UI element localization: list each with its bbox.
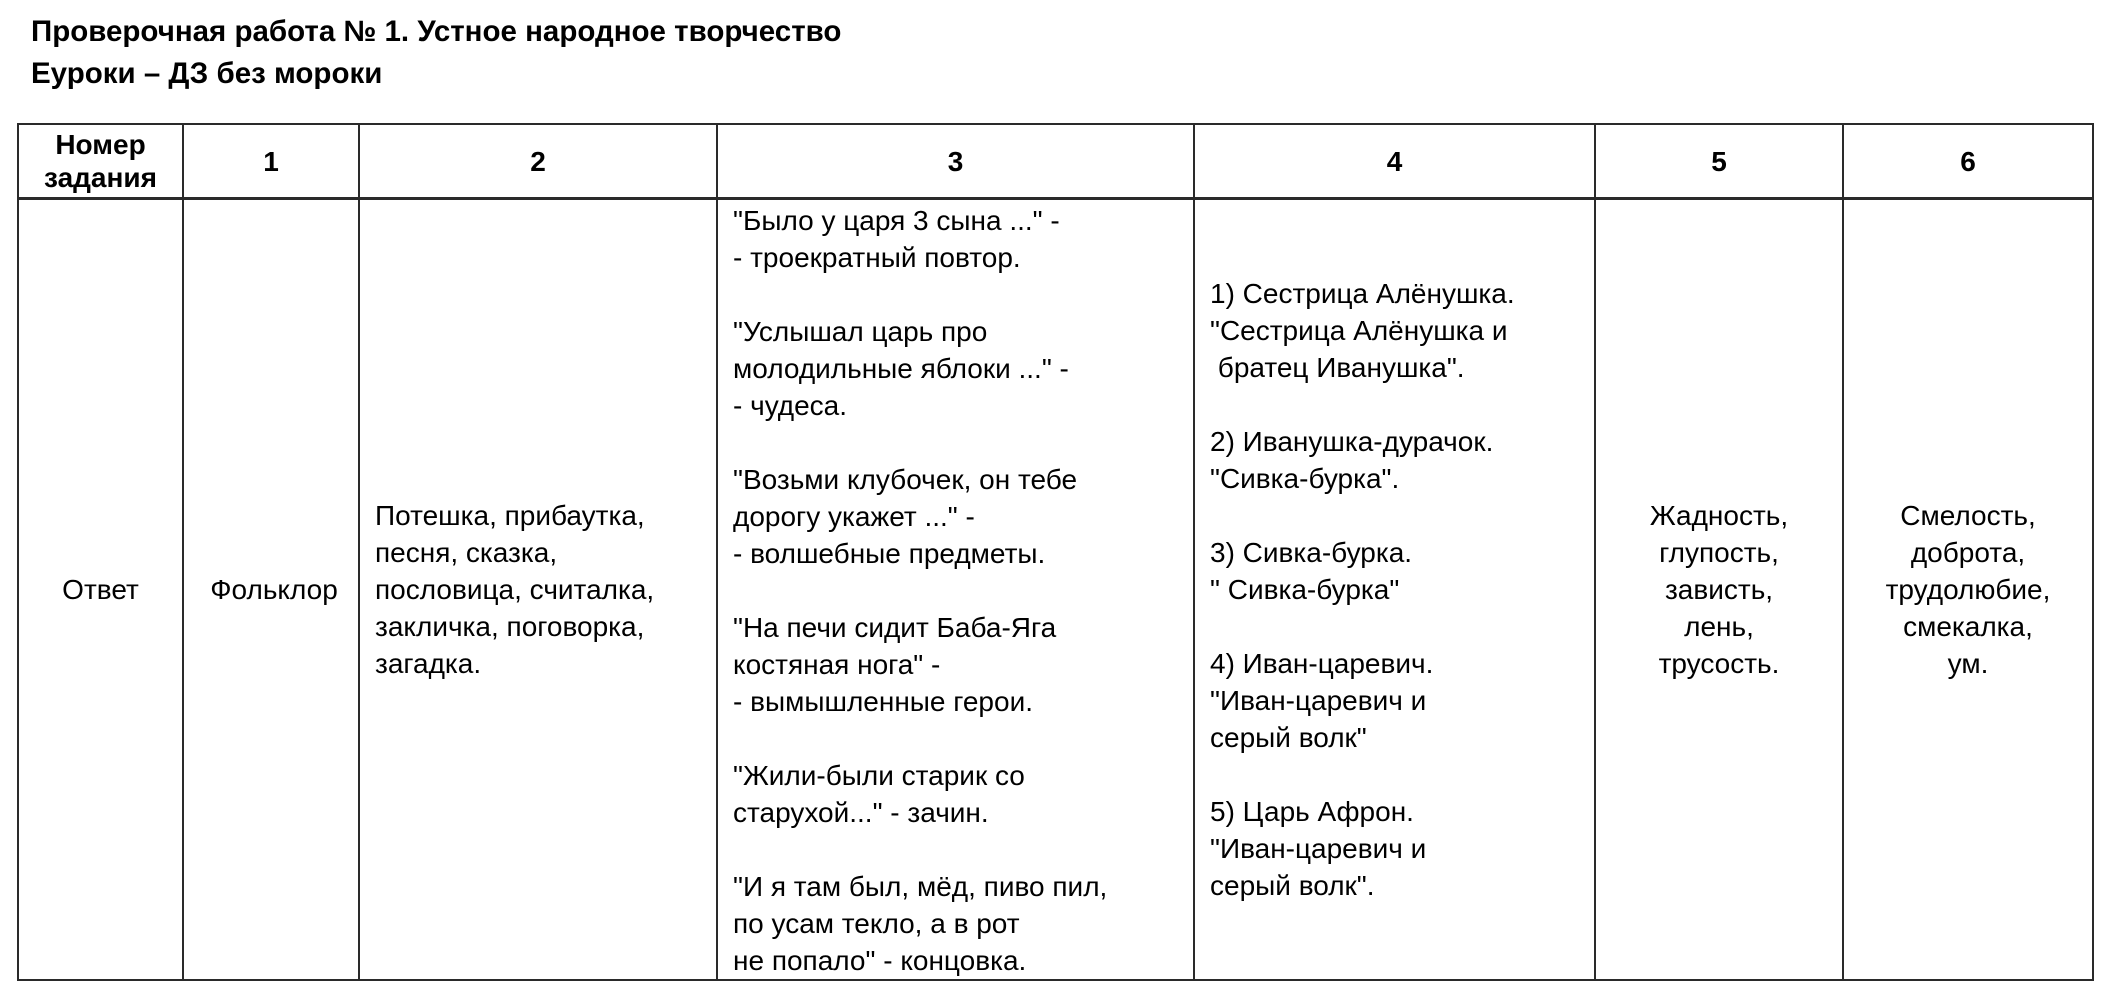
header-task-number-label: [18, 124, 183, 199]
text-line: костяная нога" -: [733, 649, 941, 680]
text-line: трудолюбие,: [1885, 574, 2051, 605]
answer-cell-6: [1843, 199, 2093, 981]
answer-1-text: Фольклор: [210, 574, 338, 605]
text-line: "Возьми клубочек, он тебе: [733, 464, 1078, 495]
text-line: Жадность,: [1649, 500, 1789, 531]
text-line: загадка.: [375, 648, 482, 679]
text-line: не попало" - концовка.: [733, 945, 1027, 976]
text-line: "И я там был, мёд, пиво пил,: [733, 871, 1108, 902]
text-line: - вымышленные герои.: [733, 686, 1033, 717]
answer-paragraph: [733, 868, 1187, 979]
document-subtitle: Еуроки – ДЗ без мороки: [31, 57, 383, 90]
text-line: 2) Иванушка-дурачок.: [1210, 426, 1494, 457]
header-label-line: Номер: [55, 129, 146, 160]
text-line: "Сестрица Алёнушка и: [1210, 315, 1508, 346]
text-line: Потешка, прибаутка,: [375, 500, 645, 531]
header-label-line: задания: [44, 162, 157, 193]
text-line: "Было у царя 3 сына ..." -: [733, 205, 1060, 236]
text-line: закличка, поговорка,: [375, 611, 645, 642]
text-line: пословица, считалка,: [375, 574, 655, 605]
text-line: дорогу укажет ..." -: [733, 501, 975, 532]
text-line: доброта,: [1910, 537, 2026, 568]
text-line: серый волк": [1210, 722, 1367, 753]
text-line: ум.: [1947, 648, 1989, 679]
answer-cell-2: [359, 199, 717, 981]
text-line: серый волк".: [1210, 870, 1375, 901]
text-line: Смелость,: [1900, 500, 2036, 531]
text-line: 1) Сестрица Алёнушка.: [1210, 278, 1515, 309]
text-line: песня, сказка,: [375, 537, 558, 568]
text-line: - волшебные предметы.: [733, 538, 1046, 569]
answer-4-text: [1210, 275, 1588, 904]
answer-paragraph: [733, 313, 1187, 424]
text-line: трусость.: [1658, 648, 1780, 679]
answer-paragraph: [733, 202, 1187, 276]
answer-5-text: [1596, 497, 1842, 682]
text-line: - чудеса.: [733, 390, 848, 421]
header-column-2: 2: [359, 124, 717, 199]
header-column-6: 6: [1843, 124, 2093, 199]
text-line: "Сивка-бурка".: [1210, 463, 1400, 494]
answer-label-text: Ответ: [62, 574, 139, 605]
header-column-5: 5: [1595, 124, 1843, 199]
text-line: "Жили-были старик со: [733, 760, 1025, 791]
text-line: зависть,: [1664, 574, 1774, 605]
header-column-3: 3: [717, 124, 1194, 199]
text-line: смекалка,: [1903, 611, 2033, 642]
answer-paragraph: [733, 461, 1187, 572]
answer-6-text: [1844, 497, 2092, 682]
answer-paragraph: [1210, 645, 1588, 756]
text-line: по усам текло, а в рот: [733, 908, 1020, 939]
text-line: "Иван-царевич и: [1210, 685, 1427, 716]
header-column-4: 4: [1194, 124, 1595, 199]
answer-3-text: [733, 202, 1187, 979]
answer-paragraph: [733, 609, 1187, 720]
document-title: Проверочная работа № 1. Устное народное творчество: [31, 15, 842, 48]
answer-cell-5: [1595, 199, 1843, 981]
text-line: лень,: [1684, 611, 1754, 642]
answer-cell-4: [1194, 199, 1595, 981]
text-line: 3) Сивка-бурка.: [1210, 537, 1413, 568]
table-header-row: [18, 124, 2093, 199]
text-line: "На печи сидит Баба-Яга: [733, 612, 1057, 643]
answer-paragraph: [1210, 275, 1588, 386]
answer-row: [18, 199, 2093, 981]
answer-cell-3: [717, 199, 1194, 981]
text-line: "Иван-царевич и: [1210, 833, 1427, 864]
text-line: братец Иванушка".: [1210, 352, 1465, 383]
text-line: 5) Царь Афрон.: [1210, 796, 1414, 827]
document-header: [31, 11, 841, 95]
answers-table: [17, 123, 2094, 981]
header-column-1: 1: [183, 124, 359, 199]
text-line: молодильные яблоки ..." -: [733, 353, 1069, 384]
answer-row-label: [18, 199, 183, 981]
text-line: старухой..." - зачин.: [733, 797, 989, 828]
answer-paragraph: [1210, 423, 1588, 497]
text-line: - троекратный повтор.: [733, 242, 1021, 273]
answer-cell-1: [183, 199, 359, 981]
text-line: 4) Иван-царевич.: [1210, 648, 1434, 679]
answer-paragraph: [733, 757, 1187, 831]
answer-paragraph: [1210, 534, 1588, 608]
text-line: глупость,: [1659, 537, 1779, 568]
answer-paragraph: [1210, 793, 1588, 904]
text-line: " Сивка-бурка": [1210, 574, 1400, 605]
answer-2-text: [375, 497, 710, 682]
text-line: "Услышал царь про: [733, 316, 988, 347]
